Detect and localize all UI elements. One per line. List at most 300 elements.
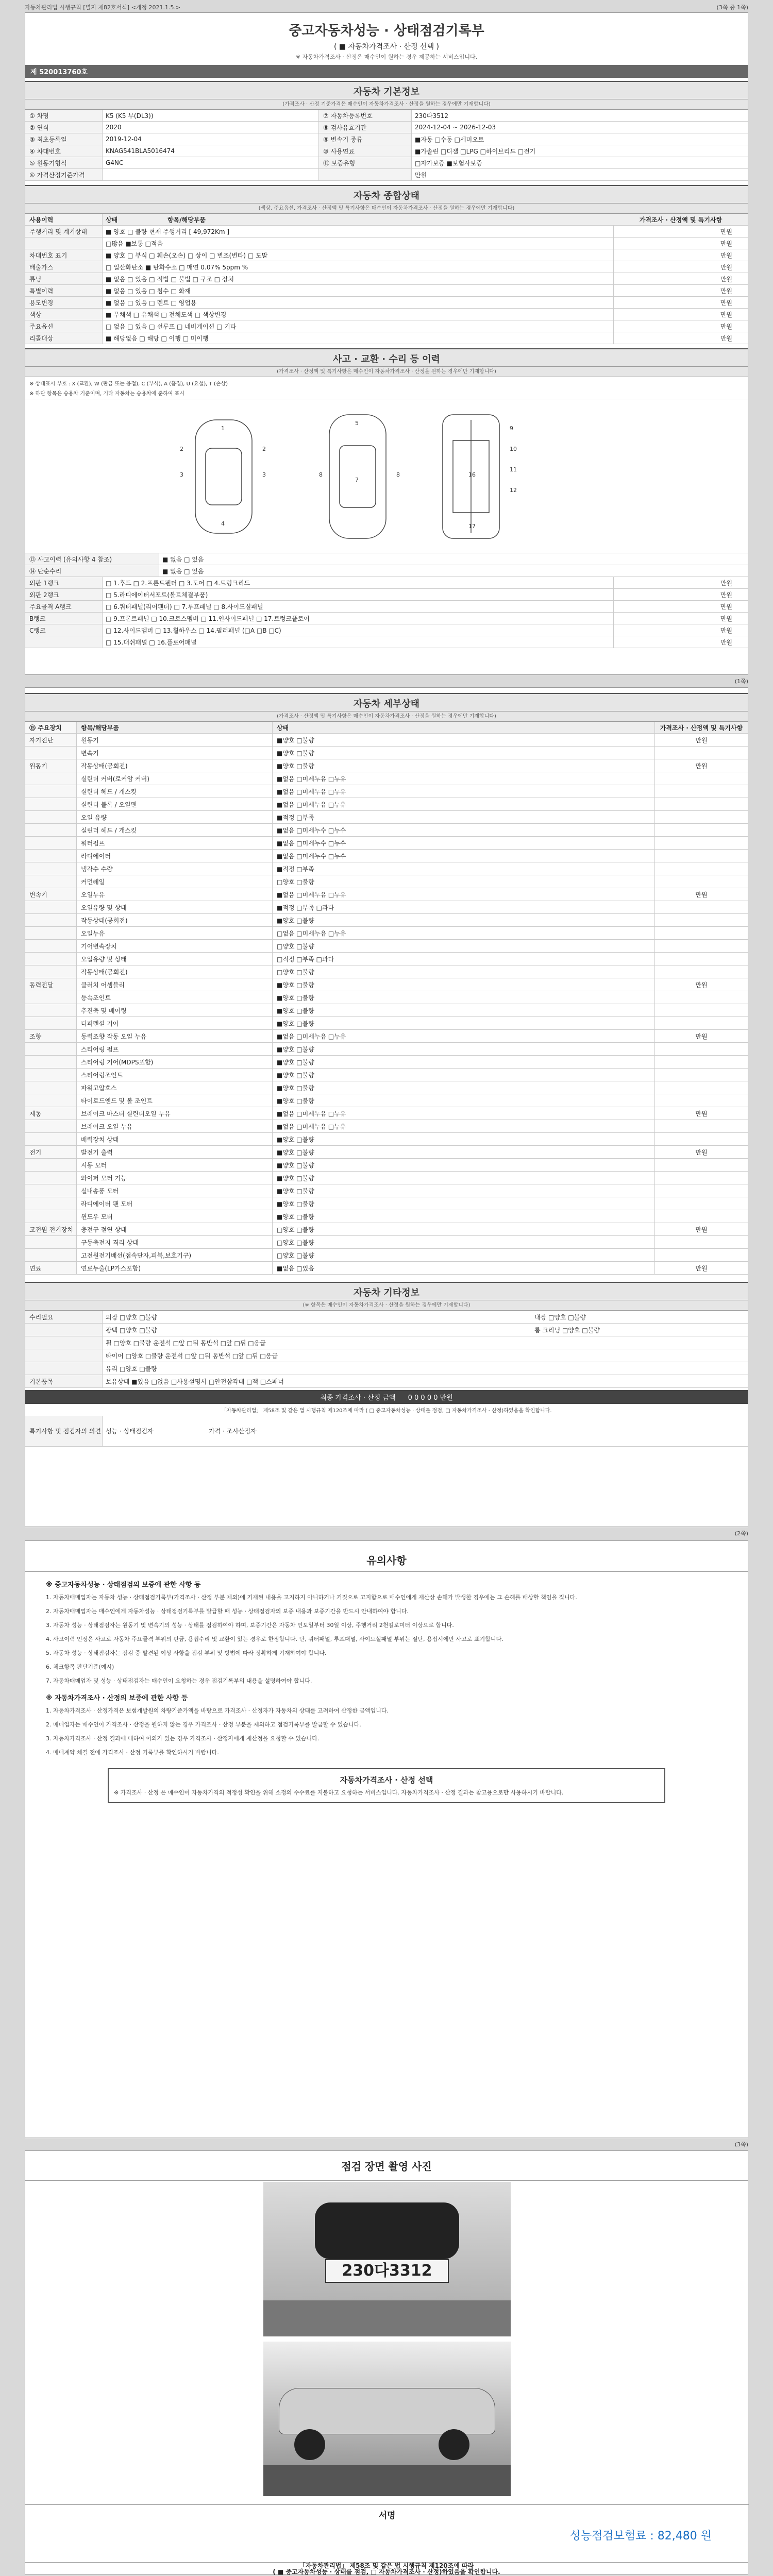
detail-row (25, 1223, 748, 1236)
other-row (25, 1311, 748, 1324)
basic-row (25, 133, 748, 145)
detail-item: 기어변속장치 (77, 940, 273, 952)
detail-price (655, 1120, 748, 1132)
detail-group (25, 1184, 77, 1197)
detail-group (25, 850, 77, 862)
overall-row (25, 332, 748, 344)
detail-row (25, 1133, 748, 1146)
overall-price: 만원 (720, 323, 732, 330)
accident-legend2: ※ 하단 항목은 승용차 기준이며, 기타 자동차는 승용차에 준하여 표시 (29, 391, 184, 397)
rank-label: C랭크 (25, 624, 103, 636)
form-header-right: (3쪽 중 1쪽) (716, 4, 748, 11)
detail-state: ■없음 □미세누유 □누유 (273, 1030, 655, 1042)
part-num: 5 (355, 420, 359, 427)
basic-label: ⑦ 자동차등록번호 (319, 110, 412, 121)
detail-row (25, 978, 748, 991)
detail-row (25, 734, 748, 747)
overall-label: 배출가스 (25, 261, 103, 273)
detail-item: 커먼레일 (77, 875, 273, 888)
detail-row (25, 940, 748, 953)
basic-rows (25, 110, 748, 181)
rank-row (25, 589, 748, 601)
other-a: 외장 □양호 □불량 (106, 1313, 157, 1321)
basic-row (25, 110, 748, 122)
overall-title: 자동차 종합상태 (25, 185, 748, 204)
detail-row (25, 862, 748, 875)
overall-row (25, 261, 748, 273)
detail-group: 고전원 전기장치 (25, 1223, 77, 1235)
rank-items: □ 15.대쉬패널 □ 16.플로어패널 (103, 636, 614, 648)
rank-row (25, 636, 748, 648)
basic-label: ⑤ 원동기형식 (25, 157, 103, 168)
detail-item: 고전원전기배선(접속단자,피복,보호기구) (77, 1249, 273, 1261)
detail-group (25, 927, 77, 939)
overall-sub: (색상, 주요옵션, 가격조사 · 산정액 및 특기사항은 매수인이 자동차가격조사 · 산정을 원하는 경우에만 기재합니다) (25, 204, 748, 214)
detail-state: ■양호 □불량 (273, 991, 655, 1004)
detail-group (25, 785, 77, 798)
detail-group (25, 1081, 77, 1094)
detail-price (655, 953, 748, 965)
overall-h3: 항목/해당부품 (167, 216, 206, 224)
price-box-text: ※ 가격조사 · 산정 은 매수인이 자동차가격의 적정성 확인을 위해 소정의 수수료를 지불하고 요청하는 서비스입니다. 자동차가격조사 · 산정 결과는 참고용으로만 사용하시기 바랍니다. (114, 1789, 564, 1796)
overall-value: □많음 ■보통 □적음 (103, 238, 614, 249)
price-box (108, 1768, 665, 1803)
detail-price (655, 1184, 748, 1197)
detail-group (25, 1249, 77, 1261)
detail-row (25, 1107, 748, 1120)
detail-group: 변속기 (25, 888, 77, 901)
notice-paragraph: 4. 매매계약 체결 전에 가격조사 · 산정 기록부를 확인하시기 바랍니다. (46, 1749, 219, 1756)
total-bar (25, 1390, 748, 1404)
other-a: 보유상태 ■있음 □없음 □사용설명서 □안전삼각대 □잭 □스패너 (106, 1378, 284, 1385)
rank-price: 만원 (720, 638, 732, 646)
notice-paragraph: 3. 자동차 성능 · 상태점검자는 원동기 및 변속기의 성능 · 상태를 점검하여야 하며, 보증기간은 자동차 인도일부터 30일 이상, 주행거리 2천킬로미터 이상으로 합니다. (46, 1622, 454, 1629)
basic-row (25, 145, 748, 157)
detail-group (25, 1172, 77, 1184)
basic-title: 자동차 기본정보 (25, 81, 748, 99)
detail-row (25, 747, 748, 759)
detail-item: 와이퍼 모터 기능 (77, 1172, 273, 1184)
basic-value: □자가보증 ■보험사보증 (415, 159, 482, 167)
basic-value: 2019-12-04 (103, 133, 319, 145)
detail-row (25, 772, 748, 785)
detail-group (25, 1159, 77, 1171)
detail-state: □양호 □불량 (273, 1249, 655, 1261)
overall-price: 만원 (720, 275, 732, 283)
detail-row (25, 1236, 748, 1249)
detail-row (25, 1030, 748, 1043)
other-group (25, 1336, 103, 1349)
detail-item: 발전기 출력 (77, 1146, 273, 1158)
accident-q2v: ■ 없음 □ 있음 (162, 567, 204, 575)
detail-state: ■양호 □불량 (273, 747, 655, 759)
detail-state: ■적정 □부족 □과다 (273, 901, 655, 913)
detail-item: 브레이크 마스터 실린더오일 누유 (77, 1107, 273, 1120)
sign-law-2: ( ■ 중고자동차성능 · 상태를 점검, □ 자동차가격조사 · 산정)하였음을 확인합니다. (273, 2568, 500, 2575)
special-a: 성능 · 상태점검자 (106, 1428, 154, 1435)
detail-group (25, 1133, 77, 1145)
basic-value: K5 (K5 부(DL3)) (103, 110, 319, 121)
basic-row (25, 169, 748, 181)
other-row (25, 1349, 748, 1362)
detail-item: 오일누유 (77, 888, 273, 901)
part-num: 2 (262, 446, 266, 452)
overall-row (25, 320, 748, 332)
part-num: 3 (180, 471, 183, 478)
notice-paragraph: 4. 사고이력 인정은 사고로 자동차 주요골격 부위의 판금, 용접수리 및 교환이 있는 경우로 한정합니다. 단, 쿼터패널, 루프패널, 사이드실패널 부위는 절단, 용접시에만 사고로 표기합니다. (46, 1636, 503, 1642)
overall-price: 만원 (720, 287, 732, 295)
overall-row (25, 297, 748, 309)
photo-car-side (279, 2388, 495, 2434)
overall-header-row (25, 214, 748, 226)
overall-value: ■ 없음 □ 있음 □ 침수 □ 화재 (103, 285, 614, 296)
detail-group (25, 1069, 77, 1081)
detail-group: 전기 (25, 1146, 77, 1158)
detail-row (25, 888, 748, 901)
page-1 (25, 12, 748, 675)
part-num: 2 (180, 446, 183, 452)
detail-row (25, 1120, 748, 1133)
detail-group (25, 940, 77, 952)
detail-state: ■양호 □불량 (273, 978, 655, 991)
photo-lift-base (263, 2465, 511, 2496)
overall-row (25, 273, 748, 285)
detail-row (25, 965, 748, 978)
notice-s1: ※ 중고자동차성능 · 상태점검의 보증에 관한 사항 등 (46, 1581, 201, 1589)
detail-group (25, 798, 77, 810)
notice-body (25, 1572, 748, 1810)
detail-state: □양호 □불량 (273, 1236, 655, 1248)
rank-price: 만원 (720, 591, 732, 599)
overall-label: 주요옵션 (25, 320, 103, 332)
basic-label: ① 차명 (25, 110, 103, 121)
rank-price: 만원 (720, 615, 732, 622)
basic-value: 만원 (415, 171, 427, 179)
detail-item: 동력조향 작동 오일 누유 (77, 1030, 273, 1042)
overall-label (25, 238, 103, 249)
detail-price: 만원 (695, 1110, 708, 1117)
other-rows (25, 1311, 748, 1388)
detail-group (25, 811, 77, 823)
accident-section (25, 348, 748, 648)
detail-price (655, 1069, 748, 1081)
page-mark-3: (3쪽) (734, 2141, 748, 2148)
detail-row (25, 850, 748, 862)
basic-value: G4NC (103, 157, 319, 168)
detail-group (25, 1056, 77, 1068)
overall-price: 만원 (720, 228, 732, 235)
overall-value: ■ 양호 □ 부식 □ 훼손(오손) □ 상이 □ 변조(변타) □ 도말 (103, 249, 614, 261)
detail-price (655, 991, 748, 1004)
basic-section (25, 81, 748, 181)
detail-group (25, 747, 77, 759)
overall-row (25, 309, 748, 320)
detail-h4: 가격조사 · 산정액 및 특기사항 (660, 724, 743, 732)
price-box-title: 자동차가격조사 · 산정 선택 (340, 1775, 433, 1785)
notice-paragraph: 7. 자동차매매업자 및 성능 · 상태점검자는 매수인이 요청하는 경우 점검기록부의 내용을 설명하여야 합니다. (46, 1677, 312, 1684)
rank-items: □ 1.후드 □ 2.프론트펜더 □ 3.도어 □ 4.트렁크리드 (103, 577, 614, 588)
detail-item: 배력장치 상태 (77, 1133, 273, 1145)
detail-price (655, 914, 748, 926)
detail-item: 연료누출(LP가스포함) (77, 1262, 273, 1274)
detail-row (25, 798, 748, 811)
title-sub1: ( ■ 자동차가격조사 · 산정 선택 ) (333, 43, 440, 51)
notice-paragraph: 1. 자동차가격조사 · 산정가격은 보험개발원의 차량기준가액을 바탕으로 가격조사 · 산정자가 자동차의 상태를 고려하여 산정한 금액입니다. (46, 1707, 389, 1714)
photo-floor (263, 2300, 511, 2336)
rank-row (25, 577, 748, 589)
rank-label: 외판 2랭크 (25, 589, 103, 600)
overall-price: 만원 (720, 263, 732, 271)
part-num: 4 (221, 520, 225, 527)
overall-label: 차대번호 표기 (25, 249, 103, 261)
rank-label: 주요골격 A랭크 (25, 601, 103, 612)
detail-price (655, 1210, 748, 1223)
detail-group: 원동기 (25, 759, 77, 772)
car-left-cabin (206, 448, 242, 505)
accident-q2: ⑭ 단순수리 (25, 565, 159, 577)
detail-price (655, 940, 748, 952)
detail-state: ■없음 □있음 (273, 1262, 655, 1274)
photo-grille (315, 2202, 459, 2259)
detail-item: 변속기 (77, 747, 273, 759)
overall-row (25, 249, 748, 261)
detail-item: 오일유량 및 상태 (77, 953, 273, 965)
detail-group (25, 914, 77, 926)
part-num: 3 (262, 471, 266, 478)
special-label: 특기사항 및 점검자의 의견 (25, 1416, 103, 1446)
detail-state: ■없음 □미세누유 □누유 (273, 798, 655, 810)
basic-value: 2020 (103, 122, 319, 133)
basic-row (25, 157, 748, 169)
report-number: 제 520013760호 (25, 65, 748, 78)
photo-lift (263, 2342, 511, 2496)
detail-row (25, 927, 748, 940)
detail-row (25, 785, 748, 798)
detail-state: ■양호 □불량 (273, 1069, 655, 1081)
overall-label: 주행거리 및 계기상태 (25, 226, 103, 237)
other-group (25, 1324, 103, 1336)
other-row (25, 1375, 748, 1388)
rank-items: □ 6.쿼터패널(리어펜더) □ 7.루프패널 □ 8.사이드실패널 (103, 601, 614, 612)
accident-q1-row (25, 553, 748, 565)
detail-item: 등속조인트 (77, 991, 273, 1004)
sign-law-1: 「자동차관리법」 제58조 및 같은 법 시행규칙 제120조에 따라 (299, 2562, 474, 2569)
detail-price (655, 862, 748, 875)
detail-state: ■양호 □불량 (273, 1184, 655, 1197)
detail-price: 만원 (695, 1226, 708, 1233)
detail-state: ■양호 □불량 (273, 1094, 655, 1107)
photo-page (25, 2150, 748, 2563)
detail-state: ■양호 □불량 (273, 914, 655, 926)
detail-group (25, 824, 77, 836)
detail-price (655, 1056, 748, 1068)
detail-price: 만원 (695, 1264, 708, 1272)
overall-h4: 가격조사 · 산정액 및 특기사항 (639, 216, 722, 224)
basic-value: 2024-12-04 ~ 2026-12-03 (415, 124, 496, 131)
detail-item: 스티어링 펌프 (77, 1043, 273, 1055)
detail-item: 추진축 및 베어링 (77, 1004, 273, 1016)
accident-title: 사고 · 교환 · 수리 등 이력 (25, 348, 748, 367)
detail-group (25, 862, 77, 875)
detail-state: ■없음 □미세누유 □누유 (273, 888, 655, 901)
rank-row (25, 601, 748, 613)
detail-state: ■양호 □불량 (273, 1210, 655, 1223)
detail-state: ■없음 □미세누유 □누유 (273, 1120, 655, 1132)
detail-row (25, 759, 748, 772)
detail-item: 실린더 커버(로커암 커버) (77, 772, 273, 785)
detail-group: 조향 (25, 1030, 77, 1042)
detail-price (655, 1172, 748, 1184)
detail-row (25, 1081, 748, 1094)
main-title: 중고자동차성능 · 상태점검기록부 (289, 23, 484, 39)
other-sub: (※ 항목은 매수인이 자동차가격조사 · 산정을 원하는 경우에만 기재합니다) (25, 1300, 748, 1311)
detail-state: ■양호 □불량 (273, 1159, 655, 1171)
detail-price: 만원 (695, 981, 708, 989)
overall-value: ■ 해당없음 □ 해당 □ 이행 □ 미이행 (103, 332, 614, 344)
overall-value: ■ 무채색 □ 유채색 □ 전체도색 □ 색상변경 (103, 309, 614, 320)
photos-title: 점검 장면 촬영 사진 (25, 2151, 748, 2181)
detail-price (655, 850, 748, 862)
detail-state: ■없음 □미세누수 □누수 (273, 824, 655, 836)
rank-price: 만원 (720, 603, 732, 611)
total-value: 0 0 0 0 0 만원 (408, 1394, 453, 1402)
basic-label: ⑥ 가격산정기준가격 (25, 169, 103, 180)
detail-row (25, 875, 748, 888)
detail-rows (25, 734, 748, 1275)
overall-rows (25, 226, 748, 344)
rank-items: □ 12.사이드멤버 □ 13.휠하우스 □ 14.필러패널 (□A □B □C) (103, 624, 614, 636)
accident-q1: ⑬ 사고이력 (유의사항 4 참조) (25, 553, 159, 565)
detail-row (25, 1210, 748, 1223)
special-row (25, 1416, 748, 1447)
detail-row (25, 837, 748, 850)
detail-state: ■없음 □미세누수 □누수 (273, 850, 655, 862)
other-a: 광택 □양호 □불량 (106, 1326, 157, 1334)
notice-paragraph: 5. 자동차 성능 · 상태점검자는 점검 중 발견된 이상 사항을 점검 부위 및 방법에 따라 정확하게 기재하여야 합니다. (46, 1650, 327, 1656)
detail-item: 시동 모터 (77, 1159, 273, 1171)
overall-label: 특별이력 (25, 285, 103, 296)
rank-price: 만원 (720, 626, 732, 634)
detail-row (25, 1146, 748, 1159)
detail-item: 실내송풍 모터 (77, 1184, 273, 1197)
overall-price: 만원 (720, 240, 732, 247)
other-a: 휠 □양호 □불량 운전석 □앞 □뒤 동반석 □앞 □뒤 □응급 (106, 1339, 266, 1347)
detail-group (25, 953, 77, 965)
detail-state: ■양호 □불량 (273, 1043, 655, 1055)
page-2 (25, 687, 748, 1527)
part-num: 9 (510, 425, 513, 432)
notice-paragraph: 6. 체크항목 판단기준(예시) (46, 1664, 114, 1670)
notice-paragraph: 2. 자동차매매업자는 매수인에게 자동차성능 · 상태점검기록부를 발급할 때 성능 · 상태점검자의 보증 내용과 보증기간을 반드시 안내하여야 합니다. (46, 1608, 409, 1615)
detail-row (25, 824, 748, 837)
detail-group (25, 837, 77, 849)
detail-price (655, 811, 748, 823)
detail-price (655, 837, 748, 849)
title-block (25, 13, 748, 61)
detail-group (25, 991, 77, 1004)
other-group: 기본품목 (25, 1375, 103, 1387)
detail-row (25, 1069, 748, 1081)
other-group (25, 1362, 103, 1375)
detail-group (25, 1043, 77, 1055)
overall-price: 만원 (720, 311, 732, 318)
detail-price (655, 1236, 748, 1248)
detail-item: 라디에이터 팬 모터 (77, 1197, 273, 1210)
detail-group (25, 965, 77, 978)
detail-row (25, 991, 748, 1004)
detail-group: 연료 (25, 1262, 77, 1274)
overall-value: ■ 양호 □ 불량 현재 주행거리 [ 49,972Km ] (103, 226, 614, 237)
detail-item: 타이로드엔드 및 볼 조인트 (77, 1094, 273, 1107)
detail-row (25, 1017, 748, 1030)
detail-group (25, 1094, 77, 1107)
notice-paragraph: 3. 자동차가격조사 · 산정 결과에 대하여 이의가 있는 경우 가격조사 · 산정자에게 재산정을 요청할 수 있습니다. (46, 1735, 320, 1742)
notice-paragraph: 1. 자동차매매업자는 자동차 성능 · 상태점검기록부(가격조사 · 산정 부분 제외)에 기재된 내용을 고지하지 아니하거나 거짓으로 고지함으로 매수인에게 재산상 손해가 발생한 경우에는 그 손해를 배상할 책임을 집니다. (46, 1594, 577, 1601)
detail-item: 충전구 절연 상태 (77, 1223, 273, 1235)
basic-value (103, 169, 319, 180)
overall-label: 리콜대상 (25, 332, 103, 344)
overall-h1: 사용이력 (25, 214, 103, 225)
basic-row (25, 122, 748, 133)
accident-sub: (가격조사 · 산정액 및 특기사항은 매수인이 자동차가격조사 · 산정을 원하는 경우에만 기재합니다) (25, 367, 748, 377)
part-num: 1 (221, 425, 225, 432)
other-row (25, 1324, 748, 1336)
other-group: 수리필요 (25, 1311, 103, 1323)
detail-item: 실린더 헤드 / 개스킷 (77, 785, 273, 798)
detail-group (25, 1197, 77, 1210)
detail-price (655, 1249, 748, 1261)
detail-state: ■양호 □불량 (273, 1146, 655, 1158)
detail-group: 자기진단 (25, 734, 77, 746)
part-num: 16 (468, 471, 476, 478)
detail-item: 브레이크 오일 누유 (77, 1120, 273, 1132)
insurance-fee: 성능점검보험료 : 82,480 원 (569, 2530, 712, 2543)
total-label: 최종 가격조사 · 산정 금액 (320, 1394, 396, 1402)
other-b: 룸 크리닝 □양호 □불량 (534, 1326, 600, 1334)
detail-item: 오일 유량 (77, 811, 273, 823)
detail-row (25, 953, 748, 965)
detail-item: 오일누유 (77, 927, 273, 939)
other-law: 「자동차관리법」 제58조 및 같은 법 시행규칙 제120조에 따라 ( □ 중고자동차성능 · 상태를 점검, □ 자동차가격조사 · 산정)하였음을 확인합니다. (221, 1408, 552, 1414)
detail-group (25, 901, 77, 913)
overall-row (25, 238, 748, 249)
detail-price (655, 1043, 748, 1055)
basic-label: ③ 최초등록일 (25, 133, 103, 145)
detail-state: ■양호 □불량 (273, 1004, 655, 1016)
sign-title: 서명 (25, 2504, 749, 2524)
detail-item: 스티어링조인트 (77, 1069, 273, 1081)
detail-group (25, 772, 77, 785)
page-mark-2: (2쪽) (734, 1530, 748, 1537)
detail-row (25, 914, 748, 927)
overall-value: ■ 없음 □ 있음 □ 적법 □ 불법 □ 구조 □ 장치 (103, 273, 614, 284)
basic-value: KNAG541BLA5016474 (103, 145, 319, 157)
overall-value: □ 없음 □ 있음 □ 선루프 □ 네비게이션 □ 기타 (103, 320, 614, 332)
title-sub2: ※ 자동차가격조사 · 산정은 매수인이 원하는 경우 제공하는 서비스입니다. (295, 54, 478, 60)
detail-item: 라디에이터 (77, 850, 273, 862)
rank-price: 만원 (720, 579, 732, 587)
detail-group (25, 1120, 77, 1132)
detail-state: ■없음 □미세누유 □누유 (273, 785, 655, 798)
detail-state: ■양호 □불량 (273, 1017, 655, 1029)
rank-label (25, 636, 103, 648)
detail-group (25, 1210, 77, 1223)
other-b: 내장 □양호 □불량 (534, 1313, 586, 1321)
overall-h2: 상태 (106, 216, 118, 224)
detail-price: 만원 (695, 762, 708, 770)
detail-item: 냉각수 수량 (77, 862, 273, 875)
photo-wheel (294, 2429, 325, 2460)
